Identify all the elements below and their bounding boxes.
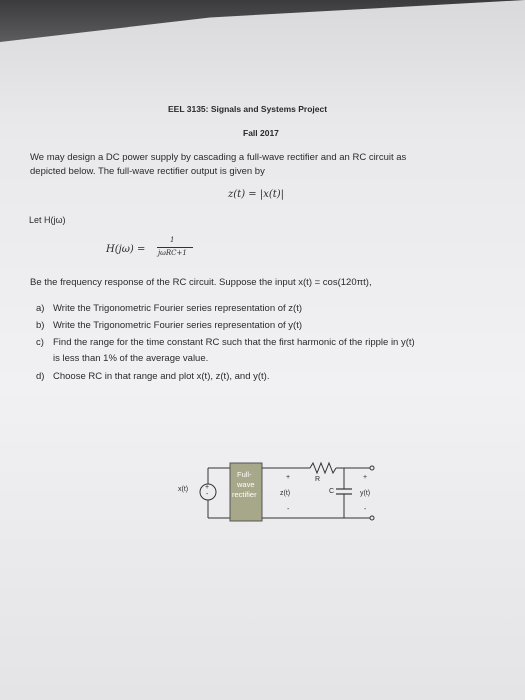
let-h-label: Let H(jω) [29,215,66,225]
source-minus: - [206,491,209,498]
source-plus: + [205,484,210,491]
question-text: Choose RC in that range and plot x(t), z(t), and y(t). [53,371,270,382]
h-denominator: jωRC+1 [158,249,187,257]
question-letter: b) [36,320,45,331]
term-label: Fall 2017 [243,128,279,138]
statement-text: Be the frequency response of the RC circuit. Suppose the input x(t) = cos(120πt), [30,277,372,288]
c-label: C [329,488,335,495]
question-text: Find the range for the time constant RC such that the first harmonic of the ripple in y(t) [53,337,415,348]
z-minus: - [287,506,290,513]
intro-line-2: depicted below. The full-wave rectifier output is given by [30,166,265,177]
z-equation: z(t) = |x(t)| [228,189,285,200]
z-plus: + [286,474,291,481]
question-text: Write the Trigonometric Fourier series representation of y(t) [53,320,303,331]
r-label: R [315,476,321,483]
rectifier-label-2: wave [237,480,255,489]
h-lhs: H(jω) = [106,244,146,255]
fraction-bar [157,247,193,248]
question-text-continued: is less than 1% of the average value. [53,353,209,364]
input-label: x(t) [178,486,189,493]
intro-line-1: We may design a DC power supply by cascading a full-wave rectifier and an RC circuit as [30,152,407,163]
h-numerator: 1 [170,236,175,244]
question-text: Write the Trigonometric Fourier series representation of z(t) [53,303,303,314]
y-plus: + [363,474,368,481]
z-label: z(t) [280,490,291,497]
question-letter: a) [36,303,45,314]
question-letter: d) [36,371,45,382]
rectifier-label-1: Full- [237,470,252,479]
project-title: EEL 3135: Signals and Systems Project [168,104,328,114]
question-letter: c) [36,337,44,348]
terminal-icon [370,516,374,520]
y-label: y(t) [360,490,371,497]
y-minus: - [364,506,367,513]
terminal-icon [370,466,374,470]
resistor-icon [310,463,336,473]
rectifier-label-3: rectifier [232,490,257,499]
